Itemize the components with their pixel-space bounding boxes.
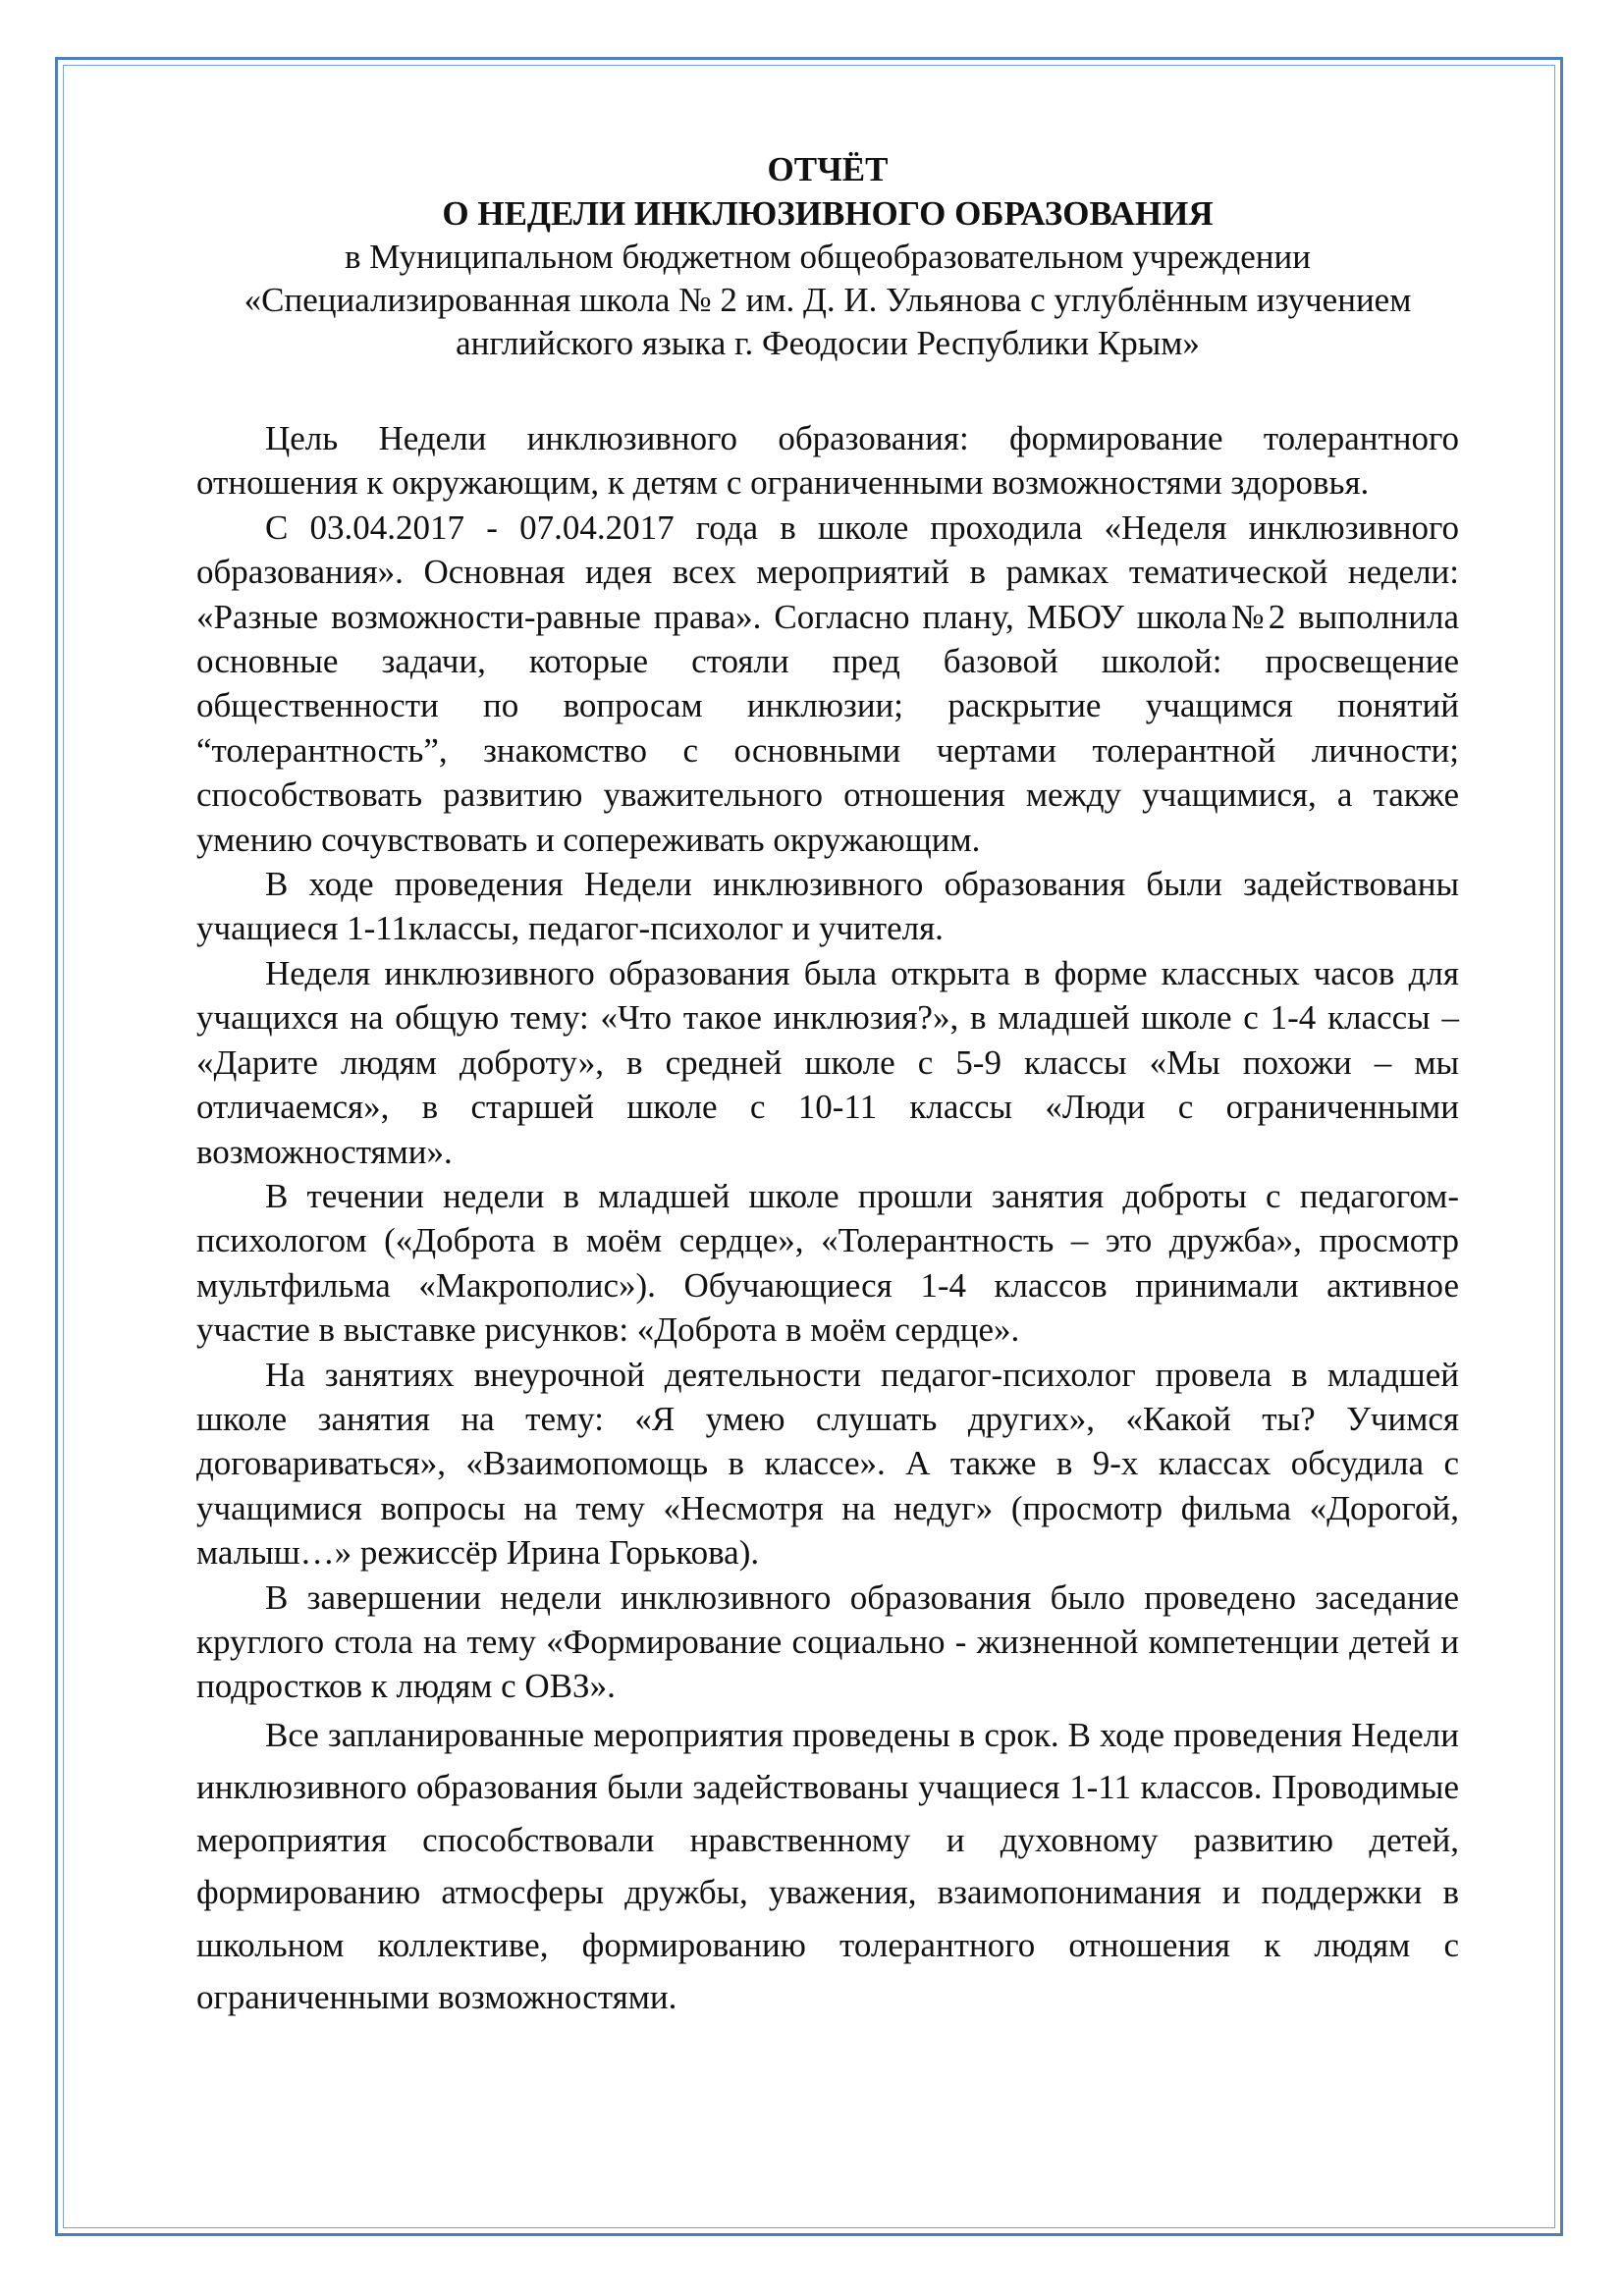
paragraph-round-table: В завершении недели инклюзивного образования было проведено заседание круглого стола на тему «Формирование социально - жизненной компетенции детей и подростков к людям с ОВЗ». (196, 1577, 1459, 1706)
paragraph-dates: С 03.04.2017 - 07.04.2017 года в школе проходила «Неделя инклюзивного образования». Основная идея всех мероприятий в рамках тематической недели: «Разные возможности-равные права». Согласно плану, МБОУ школа№2 выполнила основные задачи, которые стояли пред базовой школой: просвещение общественности по вопросам инклюзии; раскрытие учащимся понятий “толерантность”, знакомство с основными чертами толерантной личности; способствовать развитию уважительного отношения между учащимися, а также умению сочувствовать и сопереживать окружающим. (196, 507, 1459, 859)
paragraph-extracurricular: На занятиях внеурочной деятельности педагог-психолог провела в младшей школе занятия на тему: «Я умею слушать других», «Какой ты? Учимся договариваться», «Взаимопомощь в классе». А также в 9-х классах обсудила с учащимися вопросы на тему «Несмотря на недуг» (просмотр фильма «Дорогой, малыш…» режиссёр Ирина Горькова). (196, 1355, 1459, 1573)
institution-line-1: в Муниципальном бюджетном общеобразовательном учреждении (345, 238, 1311, 276)
report-title-topic: О НЕДЕЛИ ИНКЛЮЗИВНОГО ОБРАЗОВАНИЯ (442, 194, 1214, 233)
report-body (196, 416, 1459, 2024)
report-header (196, 147, 1459, 365)
paragraph-participants: В ходе проведения Недели инклюзивного образования были задействованы учащиеся 1-11классы, педагог-психолог и учителя. (196, 865, 1459, 948)
institution-line-2: «Специализированная школа № 2 им. Д. И. Ульянова с углублённым изучением (243, 281, 1412, 319)
institution-line-3: английского языка г. Феодосии Республики Крым» (456, 324, 1200, 362)
paragraph-goal: Цель Недели инклюзивного образования: формирование толерантного отношения к окружающим, к детям с ограниченными возможностями здоровья. (196, 419, 1459, 503)
paragraph-kindness-lessons: В течении недели в младшей школе прошли занятия доброты с педагогом-психологом («Доброта в моём сердце», «Толерантность – это дружба», просмотр мультфильма «Макрополис»). Обучающиеся 1-4 классов принимали активное участие в выставке рисунков: «Доброта в моём сердце». (196, 1176, 1459, 1350)
paragraph-conclusion: Все запланированные мероприятия проведены в срок. В ходе проведения Недели инклюзивного образования были задействованы учащиеся 1-11 классов. Проводимые мероприятия способствовали нравственному и духовному развитию детей, формированию атмосферы дружбы, уважения, взаимопонимания и поддержки в школьном коллективе, формированию толерантного отношения к людям с ограниченными возможностями. (196, 1715, 1459, 2017)
report-title: ОТЧЁТ (767, 150, 889, 188)
report-page (196, 147, 1459, 2024)
paragraph-class-hours: Неделя инклюзивного образования была открыта в форме классных часов для учащихся на общую тему: «Что такое инклюзия?», в младшей школе с 1-4 классы – «Дарите людям доброту», в средней школе с 5-9 классы «Мы похожи – мы отличаемся», в старшей школе с 10-11 классы «Люди с ограниченными возможностями». (196, 953, 1459, 1171)
